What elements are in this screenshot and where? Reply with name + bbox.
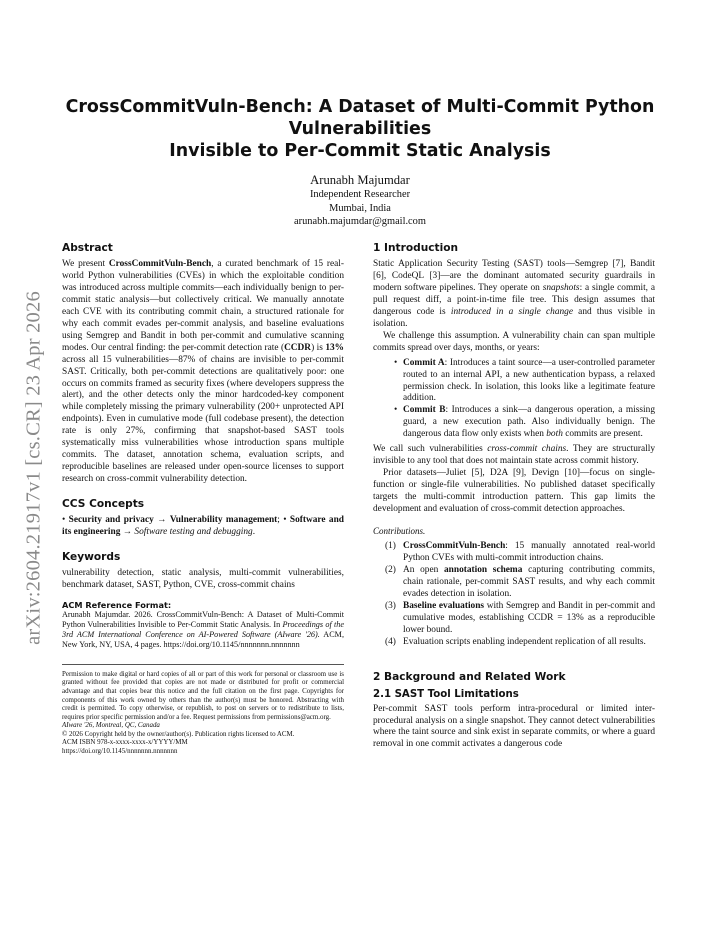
contributions-list [373, 541, 655, 649]
abstract-heading: Abstract [62, 242, 113, 254]
permission-notice [62, 664, 344, 755]
title-block [60, 96, 660, 229]
list-item: • Commit A: Introduces a taint source—a user-controlled parameter routed to an internal API, a new authentication bypass, a relaxed permission check. In isolation, this looks like a legitimate feature addition. [403, 358, 655, 406]
background-paragraph-1: Per-commit SAST tools perform intra-procedural or limited inter-procedural analysis on a single snapshot. They cannot detect vulnerabilities where the taint source and sink exist in separate commits, or where a guard removal in one commit activates a dangerous code [373, 703, 655, 750]
list-item: (1) CrossCommitVuln-Bench: 15 manually annotated real-world Python CVEs with multi-commit introduction chains. [385, 540, 655, 563]
ccs-heading: CCS Concepts [62, 498, 145, 511]
arxiv-identifier: arXiv:2604.21917v1 [cs.CR] 23 Apr 2026 [22, 291, 45, 645]
author-email[interactable]: arunabh.majumdar@gmail.com [294, 216, 426, 228]
sast-limitations-heading: 2.1 SAST Tool Limitations [373, 688, 519, 700]
permission-text: Permission to make digital or hard copies of all or part of this work for personal or classroom use is granted without fee provided that copies are not made or distributed for profit or commercial advantage and that copies bear this notice and the full citation on the first page. Copyrights for components of this work owned by others than the author(s) must be honored. Abstracting with credit is permitted. To copy otherwise, or republish, to post on servers or to redistribute to lists, requires prior specific permission and/or a fee. Request permissions from permissions@acm.org. [62, 669, 344, 721]
intro-paragraph-2: We challenge this assumption. A vulnerability chain can span multiple commits spread over days, months, or years: [373, 330, 655, 353]
doi[interactable]: https://doi.org/10.1145/nnnnnnn.nnnnnnn [62, 746, 178, 755]
intro-paragraph-3: We call such vulnerabilities cross-commit chains. They are structurally invisible to any tool that does not maintain state across commit history. [373, 444, 655, 467]
list-item: • Commit B: Introduces a sink—a dangerous operation, a missing guard, a new execution path. Also individually benign. The dangerous data flow only exists when both commits are present. [403, 405, 655, 441]
list-item: (3) Baseline evaluations with Semgrep and Bandit in per-commit and cumulative modes, establishing CCDR = 13% as a reproducible lower bound. [385, 600, 655, 635]
ccs-concepts: • Security and privacy → Vulnerability management; • Software and its engineering → Software testing and debugging. [62, 515, 345, 538]
list-item: (2) An open annotation schema capturing contributing commits, chain rationale, per-commit SAST results, and why each commit evades detection in isolation. [385, 564, 655, 599]
author-location: Mumbai, India [329, 202, 391, 214]
contributions-label: Contributions. [373, 526, 426, 537]
keywords-heading: Keywords [62, 551, 121, 564]
background-heading: 2 Background and Related Work [373, 670, 566, 683]
intro-paragraph-4: Prior datasets—Juliet [5], D2A [9], Devign [10]—focus on single-function or single-file vulnerabilities. No published dataset specifically targets the multi-commit introduction pattern. This gap limits the development and evaluation of cross-commit detection approaches. [373, 468, 655, 515]
acm-reference-text: Arunabh Majumdar. 2026. CrossCommitVuln-Bench: A Dataset of Multi-Commit Python Vulnerabilities Invisible to Per-Commit Static Analysis. In Proceedings of the 3rd ACM International Conference on AI-Powered Software (AIware '26). ACM, New York, NY, USA, 4 pages. https://doi.org/10.1145/nnnnnnn.nnnnnnn [62, 609, 344, 649]
venue: AIware '26, Montreal, QC, Canada [62, 721, 160, 730]
commit-bullet-list [373, 358, 655, 442]
isbn: ACM ISBN 978-x-xxxx-xxxx-x/YYYY/MM [62, 738, 188, 747]
intro-paragraph-1: Static Application Security Testing (SAST) tools—Semgrep [7], Bandit [6], CodeQL [3]—are the dominant automated security guardrails in modern software pipelines. They operate on snapshots: a single commit, a pull request diff, a point-in-time file tree. This design assumes that dangerous code is introduced in a single change and thus visible in isolation. [373, 259, 656, 329]
paper-title: CrossCommitVuln-Bench: A Dataset of Multi-Commit Python Vulnerabilities Invisible to Per-Commit Static Analysis [65, 97, 655, 161]
acm-reference-heading: ACM Reference Format: [62, 599, 172, 610]
author-name: Arunabh Majumdar [310, 173, 410, 187]
list-item: (4) Evaluation scripts enabling independent replication of all results. [385, 636, 646, 647]
abstract-text: We present CrossCommitVuln-Bench, a curated benchmark of 15 real-world Python vulnerabilities (CVEs) in which the exploitable condition was introduced across multiple commits—each individually benign to per-commit static analysis—but collectively critical. We manually annotate each CVE with its contributing commit chain, a structured rationale for why each commit evades per-commit analysis, and baseline evaluations using Semgrep and Bandit in both per-commit and cumulative scanning modes. Our central finding: the per-commit detection rate (CCDR) is 13% across all 15 vulnerabilities—87% of chains are invisible to per-commit SAST. Critically, both per-commit detections are qualitatively poor: one occurs on commits framed as security fixes (where developers suppress the alert), and the other detects only the minor hardcoded-key component while completely missing the primary vulnerability (200+ unprotected API endpoints). Even in cumulative mode (full codebase present), the detection rate is only 27%, confirming that snapshot-based SAST tools systematically miss vulnerabilities whose introduction spans multiple commits. The dataset, annotation schema, evaluation scripts, and reproducible baselines are released under open-source licenses to support research on cross-commit vulnerability detection. [62, 259, 344, 485]
copyright: © 2026 Copyright held by the owner/author(s). Publication rights licensed to ACM. [62, 729, 295, 738]
author-affiliation: Independent Researcher [309, 189, 411, 200]
right-column [373, 242, 655, 751]
left-column [62, 242, 344, 755]
introduction-heading: 1 Introduction [373, 242, 459, 254]
keywords-text: vulnerability detection, static analysis, multi-commit vulnerabilities, benchmark dataset, SAST, Python, CVE, cross-commit chains [62, 568, 344, 590]
